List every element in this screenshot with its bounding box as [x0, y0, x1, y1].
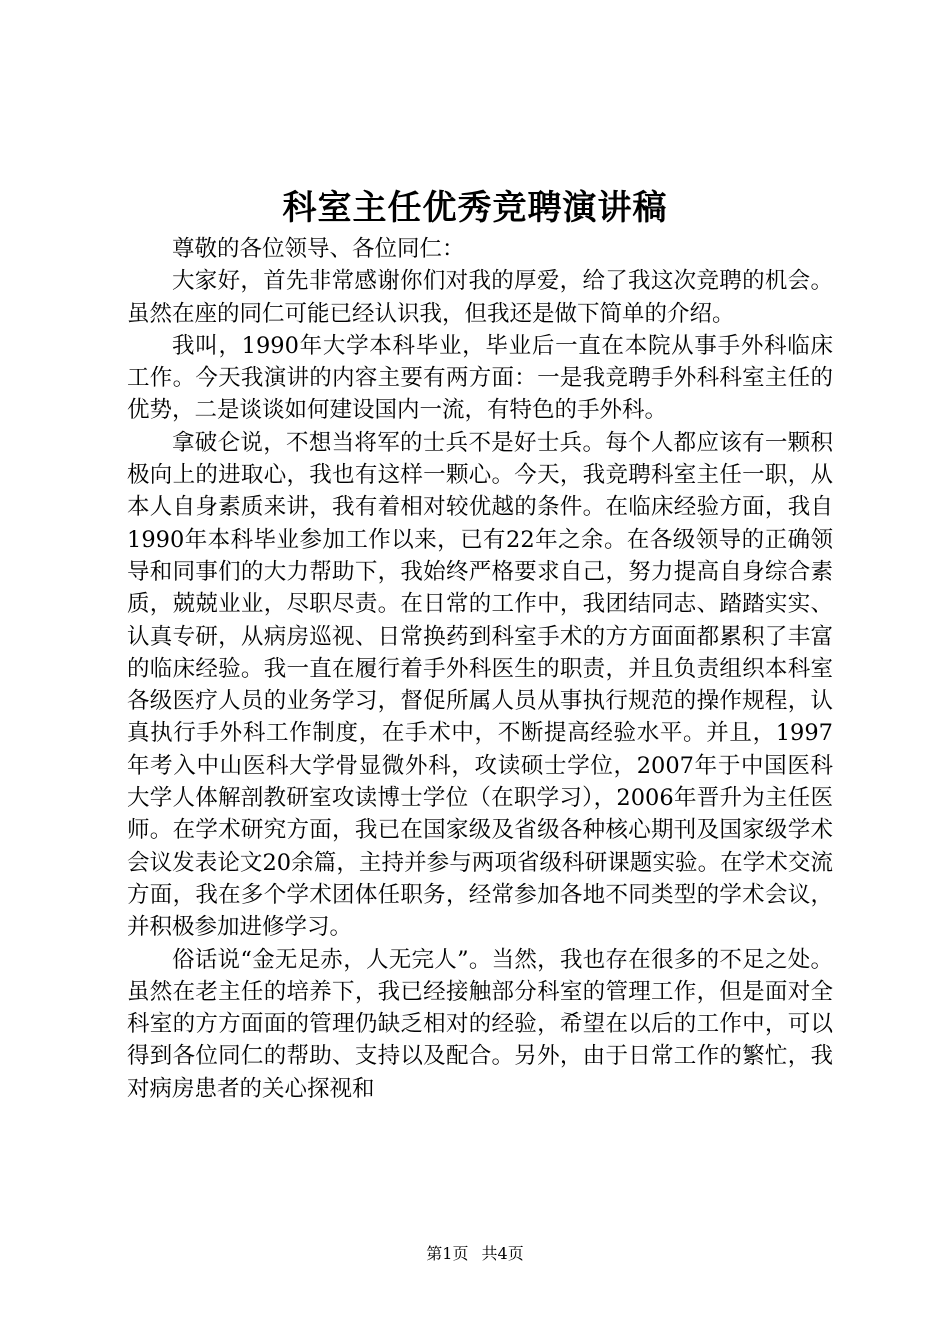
- document-title: 科室主任优秀竞聘演讲稿: [282, 188, 668, 228]
- page-total: 共4页: [481, 1244, 524, 1263]
- page-footer: [0, 1241, 950, 1264]
- document-body: [127, 233, 833, 1105]
- salutation-paragraph: 尊敬的各位领导、各位同仁：: [172, 236, 465, 262]
- body-paragraph: 拿破仑说，不想当将军的士兵不是好士兵。每个人都应该有一颗积极向上的进取心，我也有这样一颗心。今天，我竞聘科室主任一职，从本人自身素质来讲，我有着相对较优越的条件。在临床经验方面，我自1990年本科毕业参加工作以来，已有22年之余。在各级领导的正确领导和同事们的大力帮助下，我始终严格要求自己，努力提高自身综合素质，兢兢业业，尽职尽责。在日常的工作中，我团结同志、踏踏实实、认真专研，从病房巡视、日常换药到科室手术的方方面面都累积了丰富的临床经验。我一直在履行着手外科医生的职责，并且负责组织本科室各级医疗人员的业务学习，督促所属人员从事执行规范的操作规程，认真执行手外科工作制度，在手术中，不断提高经验水平。并且，1997年考入中山医科大学骨显微外科，攻读硕士学位，2007年于中国医科大学人体解剖教研室攻读博士学位（在职学习），2006年晋升为主任医师。在学术研究方面，我已在国家级及省级各种核心期刊及国家级学术会议发表论文20余篇，主持并参与两项省级科研课题实验。在学术交流方面，我在多个学术团体任职务，经常参加各地不同类型的学术会议，并积极参加进修学习。: [127, 429, 833, 941]
- body-paragraph: 大家好，首先非常感谢你们对我的厚爱，给了我这次竞聘的机会。虽然在座的同仁可能已经认识我，但我还是做下简单的介绍。: [127, 268, 833, 327]
- page-number: 第1页: [426, 1244, 469, 1263]
- body-paragraph: 我叫，1990年大学本科毕业，毕业后一直在本院从事手外科临床工作。今天我演讲的内容主要有两方面：一是我竞聘手外科科室主任的优势，二是谈谈如何建设国内一流，有特色的手外科。: [127, 332, 833, 424]
- body-paragraph: 俗话说“金无足赤，人无完人”。当然，我也存在很多的不足之处。虽然在老主任的培养下，我已经接触部分科室的管理工作，但是面对全科室的方方面面的管理仍缺乏相对的经验，希望在以后的工作中，可以得到各位同仁的帮助、支持以及配合。另外，由于日常工作的繁忙，我对病房患者的关心探视和: [127, 946, 833, 1102]
